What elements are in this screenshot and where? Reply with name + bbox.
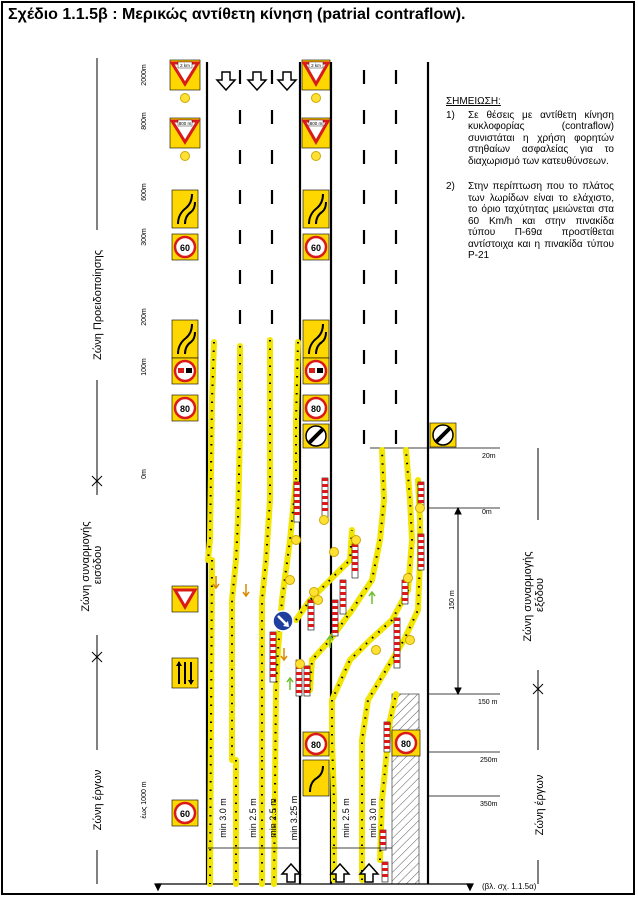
yield-sign-2km (170, 60, 200, 90)
distance-label: 600m (141, 183, 148, 201)
note-box (446, 96, 614, 276)
zone-entry-merge-text: Ζώνη συναρμογής (80, 521, 92, 612)
barrier (380, 830, 386, 850)
speed-60-text: 60 (310, 243, 322, 253)
distance-label: 0m (482, 509, 492, 516)
speed-60-text: 60 (179, 809, 191, 819)
sign-dist-800m: 800 m (309, 121, 323, 126)
distance-label: 0m (141, 469, 148, 479)
speed-limit-60-sign (172, 234, 198, 260)
footnote: (βλ. σχ. 1.1.5α) (482, 882, 537, 891)
speed-60-text: 60 (179, 243, 191, 253)
barrier (384, 722, 390, 752)
distance-label: 150 m (478, 699, 498, 706)
drawing-title: Σχέδιο 1.1.5β : Μερικώς αντίθετη κίνηση (patrial contraflow). (8, 6, 466, 23)
distance-label: έως 1000 m (141, 781, 148, 819)
lane-shift-sign (303, 760, 329, 796)
warning-light-icon (372, 646, 381, 655)
barrier (340, 580, 346, 614)
lane-width-label: min 2.5 m (341, 798, 351, 838)
lane-shift-sign (172, 190, 198, 228)
speed-80-text: 80 (310, 740, 322, 750)
note-item (446, 181, 614, 262)
lane-shift-sign (303, 320, 329, 358)
right-distance-labels (449, 453, 498, 808)
barrier (270, 632, 276, 682)
note-item (446, 110, 614, 168)
warning-light-icon (286, 576, 295, 585)
distance-label: 200m (141, 308, 148, 326)
speed-limit-80-sign (303, 732, 329, 756)
yield-sign-800m (302, 118, 330, 148)
work-area-hatched (392, 694, 419, 884)
warning-light-icon (292, 536, 301, 545)
barrier (352, 544, 358, 578)
zone-works-right-label: Ζώνη έργων (534, 774, 546, 836)
warning-light-icon (312, 94, 321, 103)
distance-label: 300m (141, 228, 148, 246)
lane-shift-sign (303, 190, 329, 228)
lane-width-label: min 2.5 m (248, 798, 258, 838)
sign-dist-2km: 2 km (311, 63, 321, 68)
yield-sign (172, 586, 198, 612)
lane-small-arrows (213, 576, 375, 690)
note-number: 1) (446, 109, 455, 121)
barrier (394, 618, 400, 668)
warning-light-icon (406, 636, 415, 645)
keep-right-sign (273, 611, 293, 631)
yield-sign-2km (302, 60, 330, 90)
lane-width-labels (218, 796, 378, 841)
barrier (332, 600, 338, 636)
zone-works-left-label: Ζώνη έργων (92, 769, 104, 831)
warning-light-icon (330, 548, 339, 557)
warning-lights (178, 94, 425, 669)
speed-80-text: 80 (179, 404, 191, 414)
barrier (322, 478, 328, 518)
barrier (308, 600, 314, 630)
sign-dist-2km: 2 km (180, 63, 190, 68)
warning-light-icon (320, 516, 329, 525)
end-restrictions-sign (430, 423, 456, 447)
warning-light-icon (296, 660, 305, 669)
lane-width-label: min 2.5 m (268, 798, 278, 838)
lane-width-label: min 3.0 m (218, 798, 228, 838)
yield-sign-800m (170, 118, 200, 148)
lane-width-label: min 3.25 m (289, 795, 299, 841)
cone-line (310, 450, 384, 690)
speed-limit-60-sign (172, 800, 198, 826)
barrier (294, 482, 300, 522)
up-arrow-icon (282, 864, 300, 882)
left-signs (170, 60, 200, 826)
speed-limit-80-sign (392, 730, 420, 756)
warning-light-icon (404, 574, 413, 583)
warning-light-icon (312, 152, 321, 161)
distance-label: 100m (141, 358, 148, 376)
distance-label: 20m (482, 453, 496, 460)
distance-label: 800m (141, 112, 148, 130)
note-heading: ΣΗΜΕΙΩΣΗ: (446, 96, 501, 107)
note-text: Στην περίπτωση που το πλάτος των λωρίδων είναι το ελάχιστο, το όριο ταχύτητας μειώνεται στα 60 Km/h και στην πινακίδα τύπου Π-69α προστίθεται αντίστοιχα και η πινακίδα τύπου Ρ-21 (468, 181, 614, 261)
sign-dist-800m: 800 m (178, 121, 192, 126)
dimension-150: 150 m (449, 590, 456, 610)
no-overtaking-sign (303, 358, 329, 384)
speed-80-text: 80 (310, 404, 322, 414)
cone-line (232, 346, 240, 760)
warning-light-icon (352, 536, 361, 545)
speed-80-text: 80 (400, 739, 412, 749)
bottom-axis (155, 884, 473, 890)
barrier (304, 666, 310, 696)
lane-shift-sign (172, 320, 198, 358)
zone-label-line: εξόδου (534, 578, 546, 612)
cone-line (262, 340, 270, 760)
zone-warning-label: Ζώνη Προειδοποίησης (92, 249, 104, 361)
warning-light-icon (181, 152, 190, 161)
distance-label: 350m (480, 801, 498, 808)
note-number: 2) (446, 181, 455, 192)
lane-layout-sign (172, 658, 198, 688)
lane-width-label: min 3.0 m (368, 798, 378, 838)
barrier (418, 534, 424, 570)
zone-label-line: εισόδου (92, 545, 104, 585)
speed-limit-60-sign (303, 234, 329, 260)
distance-label: 250m (480, 757, 498, 764)
zone-exit-merge-text: Ζώνη συναρμογής (522, 551, 534, 642)
down-arrow-icon (278, 72, 296, 90)
distance-label: 2000m (141, 64, 148, 86)
down-arrow-icon (217, 72, 235, 90)
warning-light-icon (181, 94, 190, 103)
warning-light-icon (314, 596, 323, 605)
barrier (402, 580, 408, 604)
down-arrow-icon (248, 72, 266, 90)
no-overtaking-sign (172, 358, 198, 384)
note-text: Σε θέσεις με αντίθετη κίνηση κυκλοφορίας (contraflow) συνιστάται η χρήση φορητών στηθαίων ασφαλείας για το διαχωρισμό των κατευθύνσεων. (468, 109, 614, 167)
left-distance-labels (140, 64, 148, 819)
end-restrictions-sign (303, 424, 329, 448)
cone-line (208, 342, 214, 560)
speed-limit-80-sign (172, 395, 198, 421)
barrier (382, 862, 388, 882)
speed-limit-80-sign (303, 395, 329, 421)
warning-light-icon (416, 504, 425, 513)
top-arrows (217, 72, 296, 90)
